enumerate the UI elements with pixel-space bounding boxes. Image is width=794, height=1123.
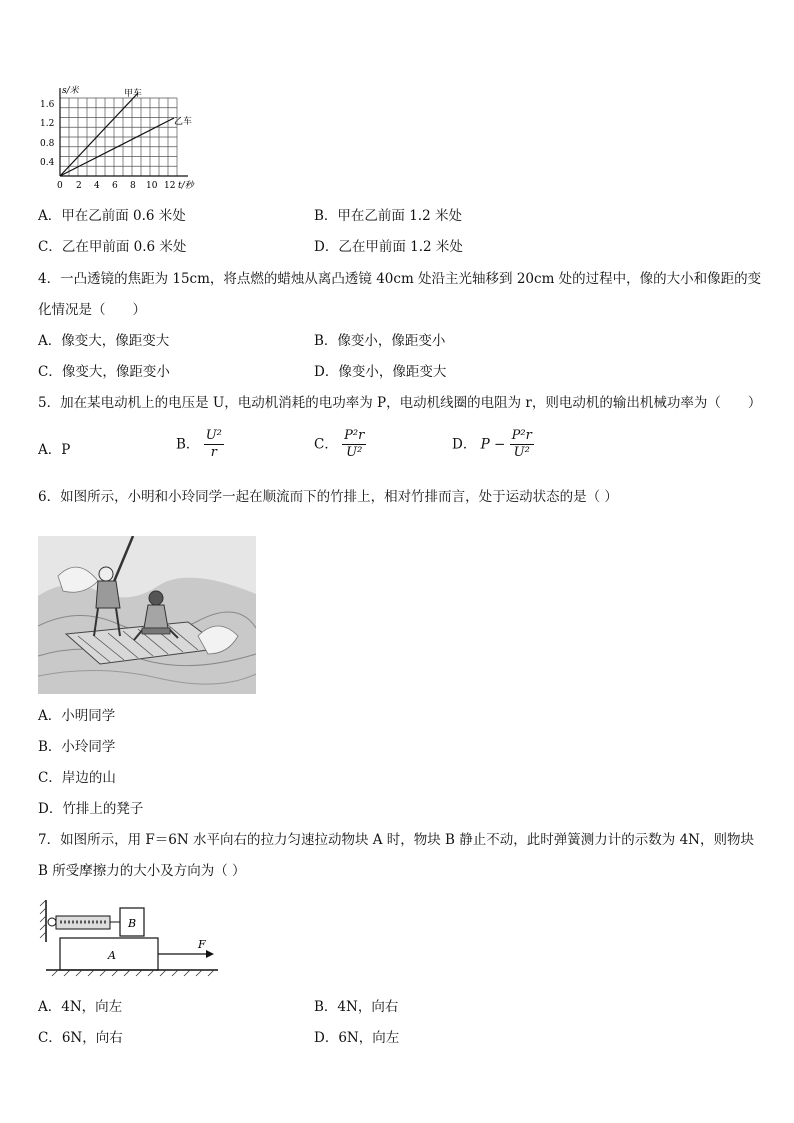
- q6-option-c[interactable]: C．岸边的山: [38, 770, 116, 786]
- q6-option-d[interactable]: D．竹排上的凳子: [38, 801, 144, 817]
- x-tick: 8: [130, 181, 136, 191]
- bamboo-raft-illustration: [38, 536, 256, 694]
- x-axis-label: t/秒: [178, 181, 194, 191]
- x-tick: 4: [94, 181, 100, 191]
- q4-stem-line1: 4．一凸透镜的焦距为 15cm，将点燃的蜡烛从离凸透镜 40cm 处沿主光轴移到 20cm 处的过程中，像的大小和像距的变: [38, 271, 762, 287]
- force-label: F: [198, 938, 206, 951]
- q5-option-b[interactable]: [176, 428, 224, 461]
- x-tick: 12: [164, 181, 176, 191]
- y-tick: 0.4: [40, 158, 55, 168]
- line-jia: [60, 93, 138, 176]
- x-tick: 10: [146, 181, 158, 191]
- q4-option-a[interactable]: A．像变大，像距变大: [38, 333, 170, 349]
- q3-option-c[interactable]: C．乙在甲前面 0.6 米处: [38, 239, 187, 255]
- q3-option-d[interactable]: D．乙在甲前面 1.2 米处: [314, 239, 463, 255]
- q6-stem: 6．如图所示，小明和小玲同学一起在顺流而下的竹排上，相对竹排而言，处于运动状态的是（ ）: [38, 489, 618, 505]
- x-tick: 0: [57, 181, 63, 191]
- y-tick: 1.2: [40, 119, 55, 129]
- q7-option-a[interactable]: A．4N，向左: [38, 999, 123, 1015]
- q6-option-a[interactable]: A．小明同学: [38, 708, 116, 724]
- q5-option-d[interactable]: [452, 428, 534, 461]
- y-tick: 0.8: [40, 139, 55, 149]
- q4-option-d[interactable]: D．像变小，像距变大: [314, 364, 447, 380]
- y-tick: 1.6: [40, 100, 55, 110]
- fraction: [342, 428, 366, 461]
- q4-option-b[interactable]: B．像变小，像距变小: [314, 333, 446, 349]
- q5-option-c[interactable]: [314, 428, 366, 461]
- q7-option-c[interactable]: C．6N，向右: [38, 1030, 123, 1046]
- x-tick: 2: [76, 181, 82, 191]
- block-a-label: A: [108, 949, 116, 962]
- q5-stem: 5．加在某电动机上的电压是 U，电动机消耗的电功率为 P，电动机线圈的电阻为 r，则电动机的输出机械功率为（ ）: [38, 395, 762, 411]
- distance-time-graph: [38, 84, 218, 194]
- q5-option-a[interactable]: [38, 441, 70, 459]
- x-tick: 6: [112, 181, 118, 191]
- denominator: r: [210, 445, 217, 460]
- q4-stem-line2: 化情况是（ ）: [38, 302, 146, 318]
- q7-stem-line2: B 所受摩擦力的大小及方向为（ ）: [38, 863, 246, 879]
- q6-option-b[interactable]: B．小玲同学: [38, 739, 116, 755]
- numerator: U²: [205, 428, 222, 443]
- spring-balance-figure: [38, 898, 223, 984]
- line-label-jia: 甲车: [124, 89, 143, 99]
- denominator: U²: [513, 445, 530, 460]
- y-axis-label: s/米: [62, 86, 79, 96]
- line-label-yi: 乙车: [174, 117, 193, 127]
- q7-option-b[interactable]: B．4N，向右: [314, 999, 399, 1015]
- q7-option-d[interactable]: D．6N，向左: [314, 1030, 400, 1046]
- option-d-prefix: P −: [480, 436, 506, 453]
- option-letter: C．: [314, 436, 338, 453]
- block-b-label: B: [128, 917, 137, 930]
- numerator: P²r: [344, 428, 365, 443]
- q5-option-a-value: P: [61, 442, 71, 458]
- q3-option-b[interactable]: B．甲在乙前面 1.2 米处: [314, 208, 462, 224]
- q3-option-a[interactable]: A．甲在乙前面 0.6 米处: [38, 208, 186, 224]
- option-letter: B．: [176, 436, 200, 453]
- fraction: [510, 428, 534, 461]
- q4-option-c[interactable]: C．像变大，像距变小: [38, 364, 170, 380]
- option-letter: A．: [38, 442, 62, 458]
- option-letter: D．: [452, 436, 477, 453]
- numerator: P²r: [511, 428, 532, 443]
- fraction: [204, 428, 224, 461]
- denominator: U²: [346, 445, 363, 460]
- q7-stem-line1: 7．如图所示，用 F＝6N 水平向右的拉力匀速拉动物块 A 时，物块 B 静止不动，此时弹簧测力计的示数为 4N，则物块: [38, 832, 754, 848]
